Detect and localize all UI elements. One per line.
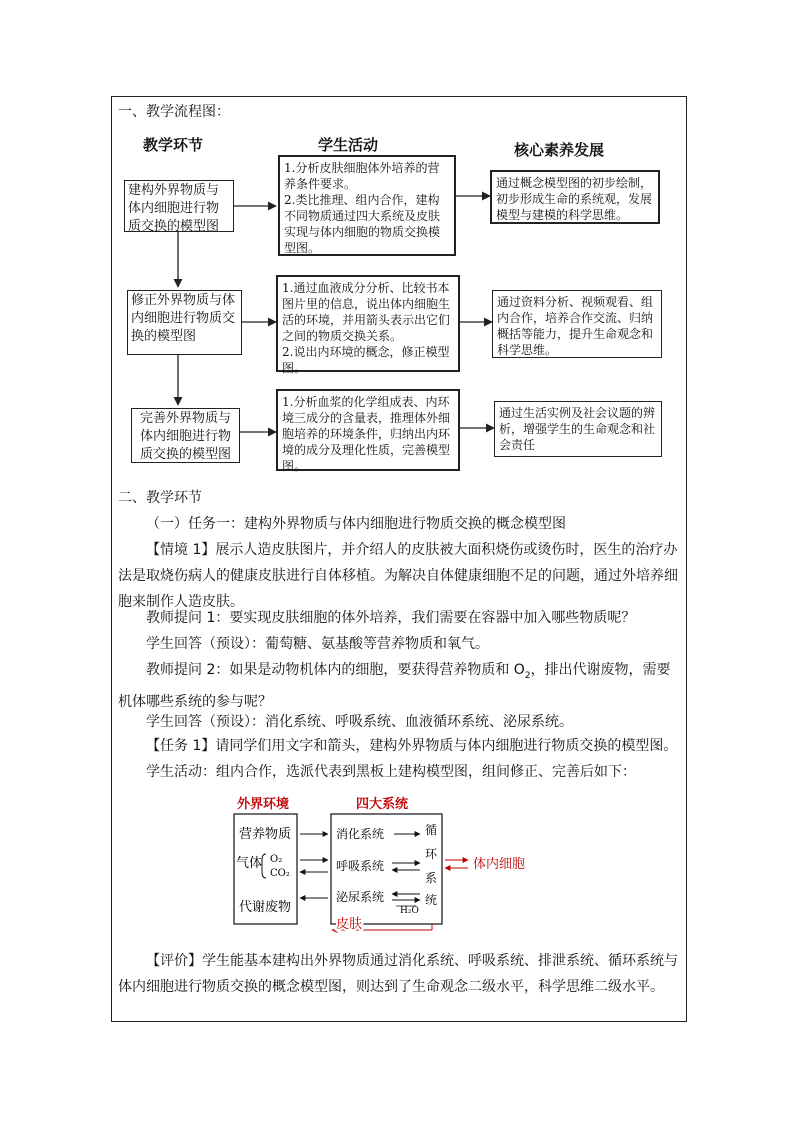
task-title: （一）任务一：建构外界物质与体内细胞进行物质交换的概念模型图 [146, 516, 566, 532]
scenario-paragraph: 【情境 1】展示人造皮肤图片，并介绍人的皮肤被大面积烧伤或烫伤时，医生的治疗办法是取烧伤病人的健康皮肤进行自体移植。为解决自体健康细胞不足的问题，通过外培养细胞来制作人造皮肤。 [118, 542, 678, 610]
urinary-text: 泌尿系统 [336, 890, 385, 904]
circ-char-2: 环 [425, 847, 438, 861]
teacher-question-2: 教师提问 2：如果是动物机体内的细胞，要获得营养物质和 $O_2$，排出代谢废物，需要机体哪些系统的参与呢？ [118, 662, 671, 710]
student-answer-2: 学生回答（预设）：消化系统、呼吸系统、血液循环系统、泌尿系统。 [146, 714, 573, 730]
col-header-literacy: 核心素养发展 [514, 141, 605, 159]
activity-box-2: 1.通过血液成分分析、比较书本图片里的信息，说出体内细胞生活的环境，并用箭头表示出它们之间的物质交换关系。 2.说出内环境的概念，修正模型图。 [276, 275, 460, 372]
step-box-3: 完善外界物质与体内细胞进行物质交换的模型图 [131, 408, 240, 463]
step-box-2: 修正外界物质与体内细胞进行物质交换的模型图 [127, 290, 242, 355]
respiratory-text: 呼吸系统 [336, 859, 385, 873]
waste-text: 代谢废物 [239, 900, 292, 915]
digestive-text: 消化系统 [336, 827, 385, 841]
env-label: 外界环境 [237, 797, 290, 812]
nutrients-text: 营养物质 [239, 827, 292, 842]
evaluation-paragraph: 【评价】学生能基本建构出外界物质通过消化系统、呼吸系统、排泄系统、循环系统与体内细胞进行物质交换的概念模型图，则达到了生命观念二级水平，科学思维二级水平。 [118, 953, 678, 995]
literacy-box-2: 通过资料分析、视频观看、组内合作，培养合作交流、归纳概括等能力，提升生命观念和科学思维。 [492, 290, 662, 358]
activity-box-3: 1.分析血浆的化学组成表、内环境三成分的含量表，推理体外细胞培养的环境条件，归纳出内环境的成分及理化性质，完善模型图。 [276, 389, 460, 471]
gas-text: 气体 [236, 856, 263, 871]
literacy-box-3: 通过生活实例及社会议题的辨析，增强学生的生命观念和社会责任 [494, 401, 662, 457]
student-answer-1: 学生回答（预设）：葡萄糖、氨基酸等营养物质和氧气。 [146, 636, 489, 652]
step-box-1: 建构外界物质与体内细胞进行物质交换的模型图 [124, 180, 234, 232]
circ-char-1: 循 [425, 823, 438, 837]
circ-char-4: 统 [425, 893, 438, 907]
co2-text: CO₂ [270, 868, 290, 879]
concept-model-diagram [220, 790, 560, 935]
o2-text: O₂ [270, 854, 283, 865]
col-header-activity: 学生活动 [318, 136, 379, 154]
literacy-box-1: 通过概念模型图的初步绘制，初步形成生命的系统观，发展模型与建模的科学思维。 [490, 170, 660, 224]
section1-title: 一、教学流程图： [118, 104, 230, 120]
task-1: 【任务 1】请同学们用文字和箭头，建构外界物质与体内细胞进行物质交换的模型图。 [146, 738, 678, 754]
section2-title: 二、教学环节 [118, 490, 202, 506]
cells-label: 体内细胞 [473, 857, 526, 872]
skin-label: 皮肤 [336, 917, 363, 932]
circ-char-3: 系 [425, 871, 438, 885]
activity-box-1: 1.分析皮肤细胞体外培养的营养条件要求。 2.类比推理、组内合作，建构不同物质通过四大系统及皮肤实现与体内细胞的物质交换模型图。 [278, 155, 456, 256]
student-activity: 学生活动：组内合作，选派代表到黑板上建构模型图，组间修正、完善后如下： [146, 764, 636, 780]
col-header-step: 教学环节 [143, 136, 204, 154]
h2o-text: H₂O [400, 906, 419, 916]
systems-label: 四大系统 [356, 797, 409, 812]
teacher-question-1: 教师提问 1：要实现皮肤细胞的体外培养，我们需要在容器中加入哪些物质呢？ [146, 610, 636, 626]
